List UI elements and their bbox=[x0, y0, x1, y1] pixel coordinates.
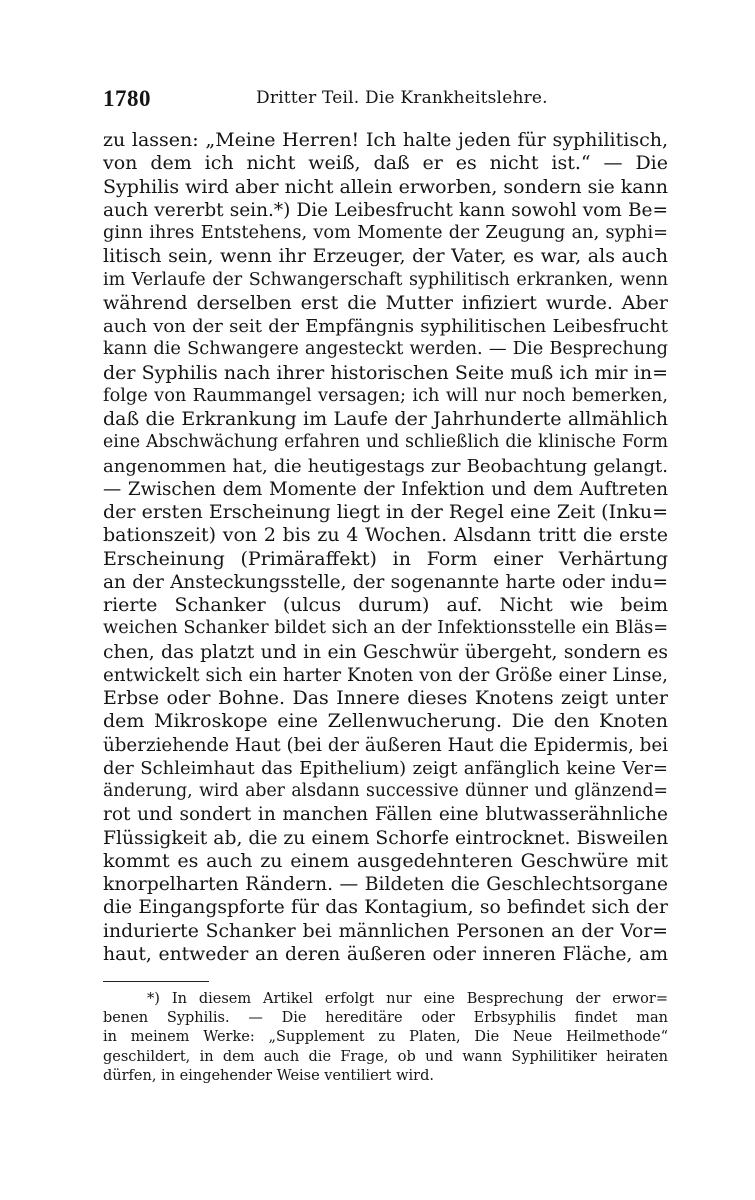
text-line: kann die Schwangere angesteckt werden. — Die Besprechung bbox=[103, 339, 668, 360]
footnote bbox=[103, 990, 668, 1086]
text-line: der ersten Erscheinung liegt in der Regel eine Zeit (Inku= bbox=[103, 501, 668, 523]
footnote-line: *) In diesem Artikel erfolgt nur eine Besprechung der erwor= bbox=[147, 991, 668, 1007]
running-head: Dritter Teil. Die Krankheitslehre. bbox=[256, 88, 548, 108]
footnote-separator bbox=[103, 981, 209, 982]
text-line: von dem ich nicht weiß, daß er es nicht ist.“ — Die bbox=[103, 152, 668, 175]
text-line: die Eingangspforte für das Kontagium, so befindet sich der bbox=[103, 897, 668, 919]
body-text bbox=[103, 129, 668, 966]
text-line: angenommen hat, die heutigestags zur Beobachtung gelangt. bbox=[103, 455, 668, 477]
text-line: rierte Schanker (ulcus durum) auf. Nicht wie beim bbox=[103, 594, 668, 616]
text-line: rot und sondert in manchen Fällen eine blutwasserähnliche bbox=[103, 804, 668, 826]
text-line: haut, entweder an deren äußeren oder inneren Fläche, am bbox=[103, 943, 668, 965]
footnote-line: in meinem Werke: „Supplement zu Platen, Die Neue Heilmethode“ bbox=[103, 1029, 668, 1046]
text-line: der Syphilis nach ihrer historischen Seite muß ich mir in= bbox=[103, 361, 668, 384]
text-line: auch von der seit der Empfängnis syphilitischen Leibesfrucht bbox=[103, 316, 668, 337]
text-line: Erscheinung (Primäraffekt) in Form einer Verhärtung bbox=[103, 547, 668, 570]
text-line: ginn ihres Entstehens, vom Momente der Zeugung an, syphi= bbox=[103, 223, 668, 243]
text-line: knorpelharten Rändern. — Bildeten die Geschlechtsorgane bbox=[103, 874, 668, 895]
text-line: zu lassen: „Meine Herren! Ich halte jeden für syphilitisch, bbox=[103, 129, 668, 151]
text-line: litisch sein, wenn ihr Erzeuger, der Vater, es war, als auch bbox=[103, 245, 668, 268]
text-line: bationszeit) von 2 bis zu 4 Wochen. Alsdann tritt die erste bbox=[103, 524, 668, 547]
text-line: dem Mikroskope eine Zellenwucherung. Die den Knoten bbox=[103, 710, 668, 733]
text-line: änderung, wird aber alsdann successive dünner und glänzend= bbox=[103, 781, 668, 801]
text-line: Erbse oder Bohne. Das Innere dieses Knotens zeigt unter bbox=[103, 687, 668, 709]
text-line: Flüssigkeit ab, die zu einem Schorfe eintrocknet. Bisweilen bbox=[103, 827, 668, 849]
text-line: auch vererbt sein.*) Die Leibesfrucht kann sowohl vom Be= bbox=[103, 199, 668, 221]
footnote-line: dürfen, in eingehender Weise ventiliert wird. bbox=[103, 1067, 434, 1084]
text-line: im Verlaufe der Schwangerschaft syphilitisch erkranken, wenn bbox=[103, 269, 668, 290]
text-line: überziehende Haut (bei der äußeren Haut die Epidermis, bei bbox=[103, 734, 668, 756]
text-line: weichen Schanker bildet sich an der Infektionsstelle ein Bläs= bbox=[103, 618, 668, 639]
text-line: eine Abschwächung erfahren und schließlich die klinische Form bbox=[103, 432, 668, 453]
text-line: an der Ansteckungsstelle, der sogenannte harte oder indu= bbox=[103, 571, 668, 593]
text-line: Syphilis wird aber nicht allein erworben, sondern sie kann bbox=[103, 175, 668, 198]
text-line: folge von Raummangel versagen; ich will nur noch bemerken, bbox=[103, 385, 668, 406]
text-line: entwickelt sich ein harter Knoten von der Größe einer Linse, bbox=[103, 664, 668, 686]
page-header bbox=[103, 86, 668, 118]
text-line: der Schleimhaut das Epithelium) zeigt anfänglich keine Ver= bbox=[103, 757, 668, 779]
footnote-line: geschildert, in dem auch die Frage, ob und wann Syphilitiker heiraten bbox=[103, 1048, 668, 1065]
text-line: chen, das platzt und in ein Geschwür übergeht, sondern es bbox=[103, 641, 668, 663]
text-line: kommt es auch zu einem ausgedehnteren Geschwüre mit bbox=[103, 849, 668, 872]
text-line: während derselben erst die Mutter infiziert wurde. Aber bbox=[103, 291, 668, 314]
text-line: daß die Erkrankung im Laufe der Jahrhunderte allmählich bbox=[103, 408, 668, 430]
text-line: indurierte Schanker bei männlichen Personen an der Vor= bbox=[103, 920, 668, 942]
page-number: 1780 bbox=[103, 86, 151, 111]
text-line: — Zwischen dem Momente der Infektion und dem Auftreten bbox=[103, 478, 668, 500]
footnote-line: benen Syphilis. — Die hereditäre oder Erbsyphilis findet man bbox=[103, 1010, 668, 1027]
